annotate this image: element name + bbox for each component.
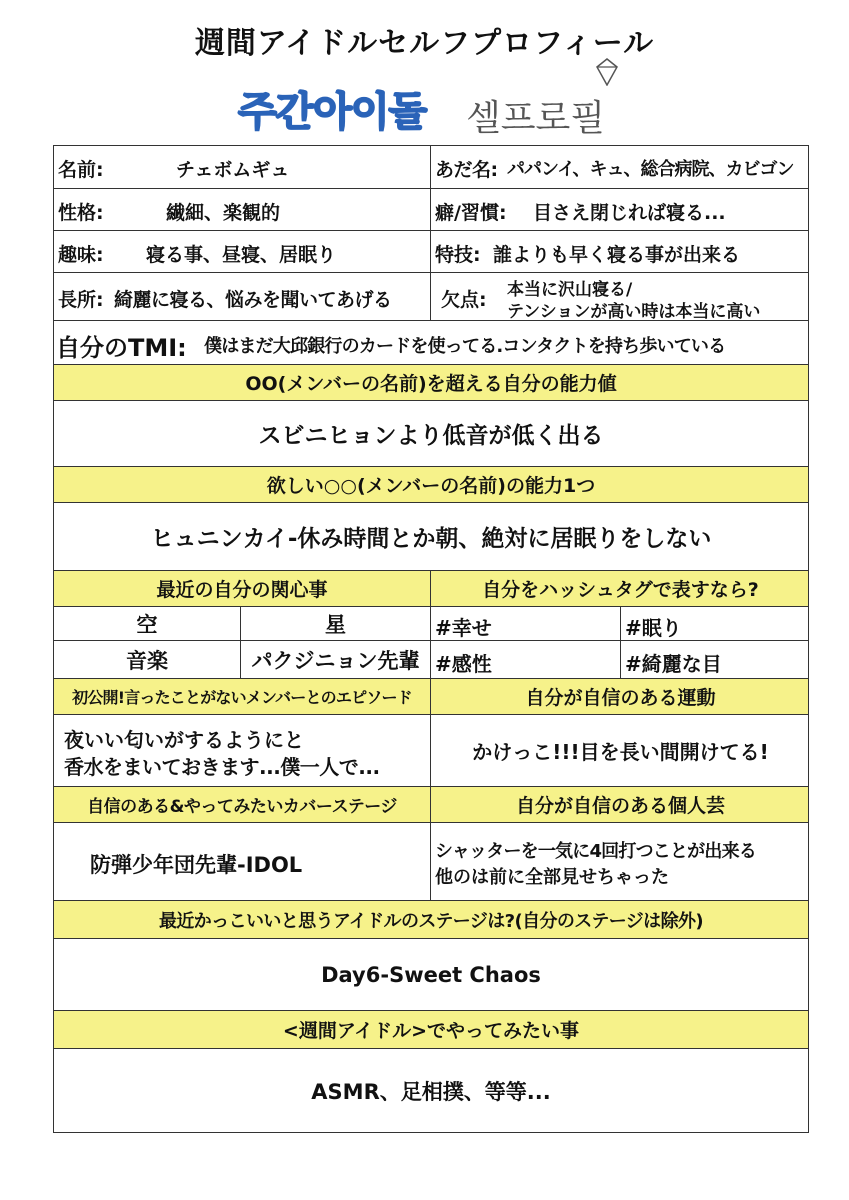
want-header: <週間アイドル>でやってみたい事: [54, 1010, 808, 1048]
ability-over-header: OO(メンバーの名前)を超える自分の能力値: [54, 364, 808, 400]
stage-header: 最近かっこいいと思うアイドルのステージは?(自分のステージは除外): [54, 900, 808, 938]
interest-hashtag-row-1: [54, 606, 808, 640]
episode-sport-answer-row: [54, 714, 808, 786]
interest-hashtag-header-row: [54, 570, 808, 606]
interest-item-2: 星: [240, 607, 430, 640]
interest-item-3: 音楽: [126, 648, 168, 673]
hashtag-3: #感性: [435, 652, 492, 676]
cover-answer: 防弾少年団先輩-IDOL: [90, 853, 303, 877]
sport-header: 自分が自信のある運動: [430, 679, 810, 714]
talent-header: 自分が自信のある個人芸: [430, 787, 810, 822]
profile-row-hobby: [54, 230, 808, 272]
hobby-value: 寝る事、昼寝、居眠り: [146, 244, 337, 266]
profile-row-tmi: [54, 320, 808, 364]
logo-part-a: 주간: [238, 89, 314, 135]
hobby-label: 趣味:: [58, 244, 104, 266]
interest-hashtag-row-2: [54, 640, 808, 678]
ability-want-answer: ヒュニンカイ-休み時間とか朝、絶対に居眠りをしない: [54, 502, 808, 570]
ability-want-header: 欲しい○○(メンバーの名前)の能力1つ: [54, 466, 808, 502]
hashtag-4: #綺麗な目: [625, 652, 722, 676]
talent-line-2: 他のは前に全部見せちゃった: [435, 867, 669, 888]
sport-answer: かけっこ!!!目を長い間開けてる!: [430, 715, 810, 786]
name-value: チェボムギュ: [176, 159, 290, 181]
cover-header: 自信のある&やってみたいカバーステージ: [87, 797, 397, 817]
hashtag-header: 自分をハッシュタグで表すなら?: [430, 571, 810, 606]
cover-talent-header-row: [54, 786, 808, 822]
logo-korean: [238, 80, 426, 137]
habit-value: 目さえ閉じれば寝る...: [533, 202, 726, 224]
profile-row-personality: [54, 188, 808, 230]
personality-label: 性格:: [58, 202, 104, 224]
weakness-line-1: 本当に沢山寝る/: [507, 280, 633, 300]
strength-value: 綺麗に寝る、悩みを聞いてあげる: [114, 289, 392, 311]
episode-line-2: 香水をまいておきます...僕一人で...: [64, 755, 380, 779]
cover-talent-answer-row: [54, 822, 808, 900]
stage-answer: Day6-Sweet Chaos: [54, 938, 808, 1010]
logo-part-b: 아이돌: [313, 89, 427, 135]
profile-sheet: [53, 145, 809, 1133]
personality-value: 繊細、楽観的: [166, 202, 281, 224]
page-title: 週間アイドルセルフプロフィール: [194, 26, 655, 61]
ability-over-answer: スビニヒョンより低音が低く出る: [54, 400, 808, 466]
skill-value: 誰よりも早く寝る事が出来る: [493, 244, 741, 266]
nickname-value: パパンイ、キュ、総合病院、カビゴン: [507, 159, 794, 180]
profile-row-name: [54, 146, 808, 188]
profile-row-strength: [54, 272, 808, 320]
tmi-label: 自分のTMI:: [56, 334, 187, 362]
episode-sport-header-row: [54, 678, 808, 714]
episode-line-1: 夜いい匂いがするようにと: [64, 728, 304, 752]
hashtag-2: #眠り: [625, 616, 682, 640]
name-label: 名前:: [58, 159, 104, 181]
talent-line-1: シャッターを一気に4回打つことが出来る: [435, 841, 756, 862]
habit-label: 癖/習慣:: [435, 202, 507, 224]
strength-label: 長所:: [58, 289, 104, 311]
weakness-label: 欠点:: [441, 289, 487, 311]
interest-item-4: パクジニョン先輩: [240, 641, 430, 678]
nickname-label: あだ名:: [435, 159, 498, 181]
skill-label: 特技:: [435, 244, 481, 266]
tmi-value: 僕はまだ大邱銀行のカードを使ってる.コンタクトを持ち歩いている: [204, 336, 726, 357]
show-logo: [238, 80, 618, 140]
interest-item-1: 空: [136, 612, 158, 637]
interest-header: 最近の自分の関心事: [156, 579, 328, 601]
want-answer: ASMR、足相撲、等等...: [54, 1048, 808, 1132]
weakness-line-2: テンションが高い時は本当に高い: [507, 302, 761, 322]
episode-header: 初公開!言ったことがないメンバーとのエピソード: [72, 688, 412, 707]
hashtag-1: #幸せ: [435, 616, 492, 640]
logo-subtitle: 셀프로필: [466, 98, 606, 139]
gem-icon: [596, 58, 618, 86]
